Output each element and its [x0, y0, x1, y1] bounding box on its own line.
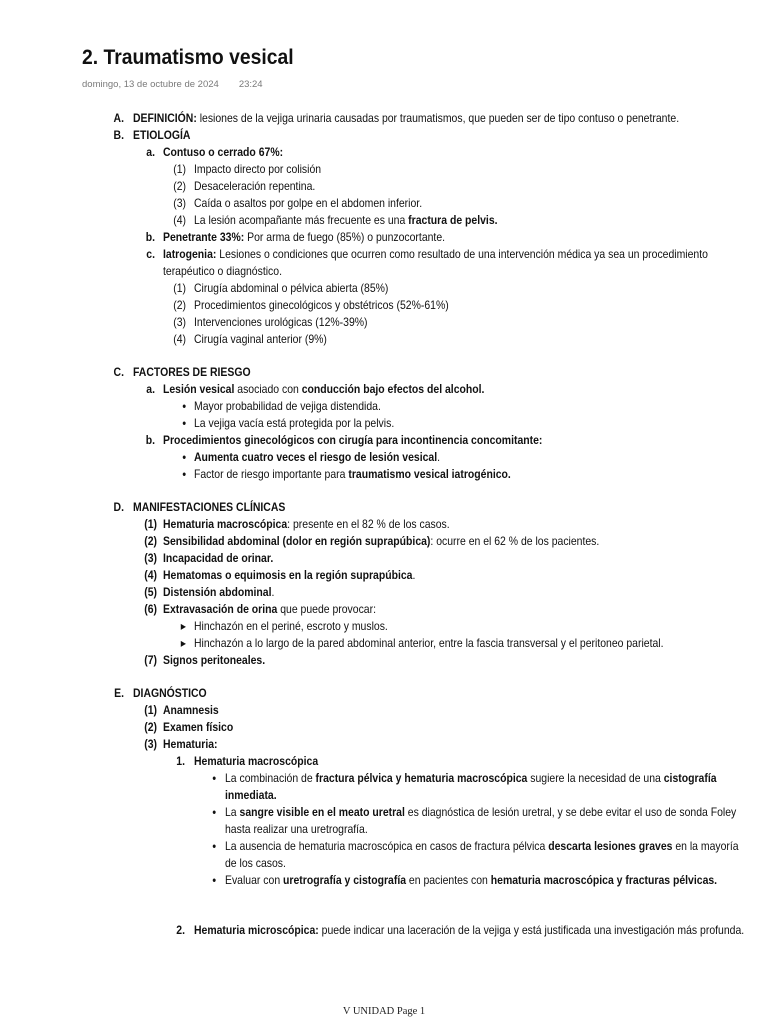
bold-text: descarta lesiones graves — [548, 839, 673, 853]
item-marker: (3) — [144, 551, 158, 565]
text: : ocurre en el 62 % de los pacientes. — [430, 534, 600, 548]
bold-text: Penetrante 33%: — [163, 230, 245, 244]
outline-item — [212, 770, 750, 804]
page-title: 2. Traumatismo vesical — [82, 46, 294, 69]
bold-text: Hematuria macroscópica — [194, 754, 319, 768]
outline-item — [113, 127, 750, 144]
bold-text: fractura pélvica y hematuria macroscópica — [315, 771, 528, 785]
outline-item — [182, 415, 750, 432]
text: La lesión acompañante más frecuente es una — [194, 213, 409, 227]
bold-text: Aumenta cuatro veces el riesgo de lesión vesical — [194, 450, 438, 464]
text: Lesiones o condiciones que ocurren como resultado de una intervención médica ya sea un procedimiento terapéutico o diagnóstico. — [163, 247, 708, 278]
text: Factor de riesgo importante para — [194, 467, 349, 481]
bold-text: cistografía inmediata. — [225, 771, 717, 802]
bold-text: DIAGNÓSTICO — [133, 686, 207, 700]
item-marker: D. — [113, 500, 125, 514]
text: Hinchazón en el periné, escroto y muslos. — [194, 619, 388, 633]
bullet-icon: • — [182, 467, 187, 481]
bold-text: Hematuria microscópica: — [194, 923, 319, 937]
bold-text: Distensión abdominal — [163, 585, 272, 599]
item-marker: (7) — [144, 653, 158, 667]
timestamp — [82, 79, 263, 90]
outline-item — [113, 364, 750, 381]
outline-item — [212, 872, 750, 906]
bold-text: Contuso o cerrado 67%: — [163, 145, 284, 159]
text: Caída o asaltos por golpe en el abdomen inferior. — [194, 196, 423, 210]
outline-item — [212, 804, 750, 838]
outline-item — [144, 533, 750, 550]
text: Mayor probabilidad de vejiga distendida. — [194, 399, 381, 413]
outline-item — [144, 550, 750, 567]
spacer — [0, 348, 768, 364]
outline-item — [173, 178, 750, 195]
outline-item — [173, 331, 750, 348]
bold-text: sangre visible en el meato uretral — [239, 805, 405, 819]
outline-item — [144, 652, 750, 669]
item-marker: (3) — [173, 315, 187, 329]
bold-text: hematuria macroscópica y fracturas pélvicas. — [490, 873, 718, 887]
text: en la mayoría de los casos. — [225, 839, 739, 870]
outline-item — [212, 838, 750, 872]
text: . — [437, 450, 441, 464]
time-text: 23:24 — [238, 79, 263, 90]
outline-item — [176, 922, 750, 956]
text: Evaluar con — [225, 873, 284, 887]
item-marker: (5) — [144, 585, 158, 599]
outline-item — [182, 449, 750, 466]
outline-item — [144, 702, 750, 719]
item-marker: 2. — [176, 923, 186, 937]
date-text: domingo, 13 de octubre de 2024 — [82, 79, 219, 90]
outline-item — [114, 685, 750, 702]
arrow-bullet-icon: ▸ — [180, 636, 187, 650]
item-marker: b. — [145, 230, 155, 244]
text: . — [271, 585, 275, 599]
bullet-icon: • — [182, 399, 187, 413]
item-marker: a. — [146, 382, 155, 396]
bullet-icon: • — [212, 805, 217, 819]
text: Cirugía abdominal o pélvica abierta (85%) — [194, 281, 389, 295]
item-marker: E. — [114, 686, 125, 700]
outline-item — [146, 381, 750, 398]
text: sugiere la necesidad de una — [527, 771, 664, 785]
item-marker: (1) — [144, 517, 158, 531]
item-marker: A. — [113, 111, 125, 125]
text: . — [412, 568, 416, 582]
bold-text: Anamnesis — [163, 703, 219, 717]
text: Procedimientos ginecológicos y obstétricos (52%-61%) — [194, 298, 449, 312]
outline-item — [145, 229, 750, 246]
spacer — [0, 483, 768, 499]
bold-text: Signos peritoneales. — [163, 653, 266, 667]
text: Por arma de fuego (85%) o punzocortante. — [244, 230, 446, 244]
outline-item — [173, 195, 750, 212]
text: La ausencia de hematuria macroscópica en casos de fractura pélvica — [225, 839, 549, 853]
item-marker: (3) — [173, 196, 187, 210]
item-marker: (2) — [173, 298, 187, 312]
bold-text: Procedimientos ginecológicos con cirugía para incontinencia concomitante: — [163, 433, 543, 447]
item-marker: (4) — [144, 568, 158, 582]
text: Hinchazón a lo largo de la pared abdominal anterior, entre la fascia transversal y el peritoneo parietal. — [194, 636, 664, 650]
item-marker: C. — [113, 365, 125, 379]
item-marker: (1) — [173, 281, 187, 295]
outline-item — [173, 314, 750, 331]
outline-item — [173, 280, 750, 297]
text: en pacientes con — [406, 873, 491, 887]
text: Cirugía vaginal anterior (9%) — [194, 332, 327, 346]
item-marker: B. — [113, 128, 125, 142]
bold-text: Lesión vesical — [163, 382, 235, 396]
bold-text: conducción bajo efectos del alcohol. — [301, 382, 485, 396]
text: La combinación de — [225, 771, 316, 785]
text: La — [225, 805, 240, 819]
item-marker: (1) — [173, 162, 187, 176]
outline-item — [173, 161, 750, 178]
text: Desaceleración repentina. — [194, 179, 316, 193]
spacer — [0, 669, 768, 685]
outline-item — [182, 398, 750, 415]
text: asociado con — [234, 382, 302, 396]
outline-item — [173, 212, 750, 229]
text: es diagnóstica de lesión uretral, y se debe evitar el uso de sonda Foley hasta realizar una uretrografía. — [225, 805, 737, 836]
bold-text: Extravasación de orina — [163, 602, 278, 616]
outline-item — [144, 601, 750, 618]
bold-text: Hematuria macroscópica — [163, 517, 288, 531]
outline-item — [176, 753, 750, 770]
item-marker: (2) — [144, 720, 158, 734]
bold-text: traumatismo vesical iatrogénico. — [348, 467, 511, 481]
text: La vejiga vacía está protegida por la pelvis. — [194, 416, 395, 430]
outline-item — [144, 567, 750, 584]
bullet-icon: • — [182, 416, 187, 430]
bold-text: Incapacidad de orinar. — [163, 551, 274, 565]
outline-item — [146, 144, 750, 161]
outline-item — [145, 432, 750, 449]
page-footer: V UNIDAD Page 1 — [342, 1006, 426, 1017]
outline-item — [144, 736, 750, 753]
bold-text: FACTORES DE RIESGO — [133, 365, 251, 379]
arrow-bullet-icon: ▸ — [180, 619, 187, 633]
note-content — [0, 110, 768, 956]
bullet-icon: • — [212, 839, 217, 853]
outline-item — [146, 246, 750, 280]
bold-text: DEFINICIÓN: — [133, 111, 197, 125]
text: que puede provocar: — [277, 602, 376, 616]
text: : presente en el 82 % de los casos. — [287, 517, 450, 531]
outline-item — [180, 618, 750, 635]
spacer — [0, 906, 768, 922]
outline-item — [182, 466, 750, 483]
item-marker: 1. — [176, 754, 186, 768]
item-marker: a. — [146, 145, 155, 159]
item-marker: (4) — [173, 332, 187, 346]
bullet-icon: • — [212, 771, 217, 785]
outline-item — [144, 719, 750, 736]
text: puede indicar una laceración de la vejiga y está justificada una investigación más profunda. — [318, 923, 745, 937]
bold-text: Hematuria: — [163, 737, 218, 751]
text: Intervenciones urológicas (12%-39%) — [194, 315, 368, 329]
item-marker: c. — [146, 247, 155, 261]
text: Impacto directo por colisión — [194, 162, 322, 176]
bold-text: Sensibilidad abdominal (dolor en región suprapúbica) — [163, 534, 431, 548]
item-marker: (3) — [144, 737, 158, 751]
bullet-icon: • — [212, 873, 217, 887]
bullet-icon: • — [182, 450, 187, 464]
outline-item — [180, 635, 750, 652]
outline-item — [144, 584, 750, 601]
bold-text: ETIOLOGÍA — [133, 128, 191, 142]
bold-text: Hematomas o equimosis en la región suprapúbica — [163, 568, 413, 582]
outline-item — [144, 516, 750, 533]
item-marker: (6) — [144, 602, 158, 616]
bold-text: MANIFESTACIONES CLÍNICAS — [133, 500, 286, 514]
outline-item — [113, 110, 750, 127]
outline-item — [173, 297, 750, 314]
bold-text: fractura de pelvis. — [408, 213, 498, 227]
outline-item — [113, 499, 750, 516]
item-marker: b. — [145, 433, 155, 447]
text: lesiones de la vejiga urinaria causadas por traumatismos, que pueden ser de tipo contuso o penetrante. — [196, 111, 680, 125]
item-marker: (2) — [173, 179, 187, 193]
bold-text: uretrografía y cistografía — [283, 873, 407, 887]
bold-text: Iatrogenia: — [163, 247, 217, 261]
item-marker: (4) — [173, 213, 187, 227]
item-marker: (2) — [144, 534, 158, 548]
item-marker: (1) — [144, 703, 158, 717]
bold-text: Examen físico — [163, 720, 234, 734]
